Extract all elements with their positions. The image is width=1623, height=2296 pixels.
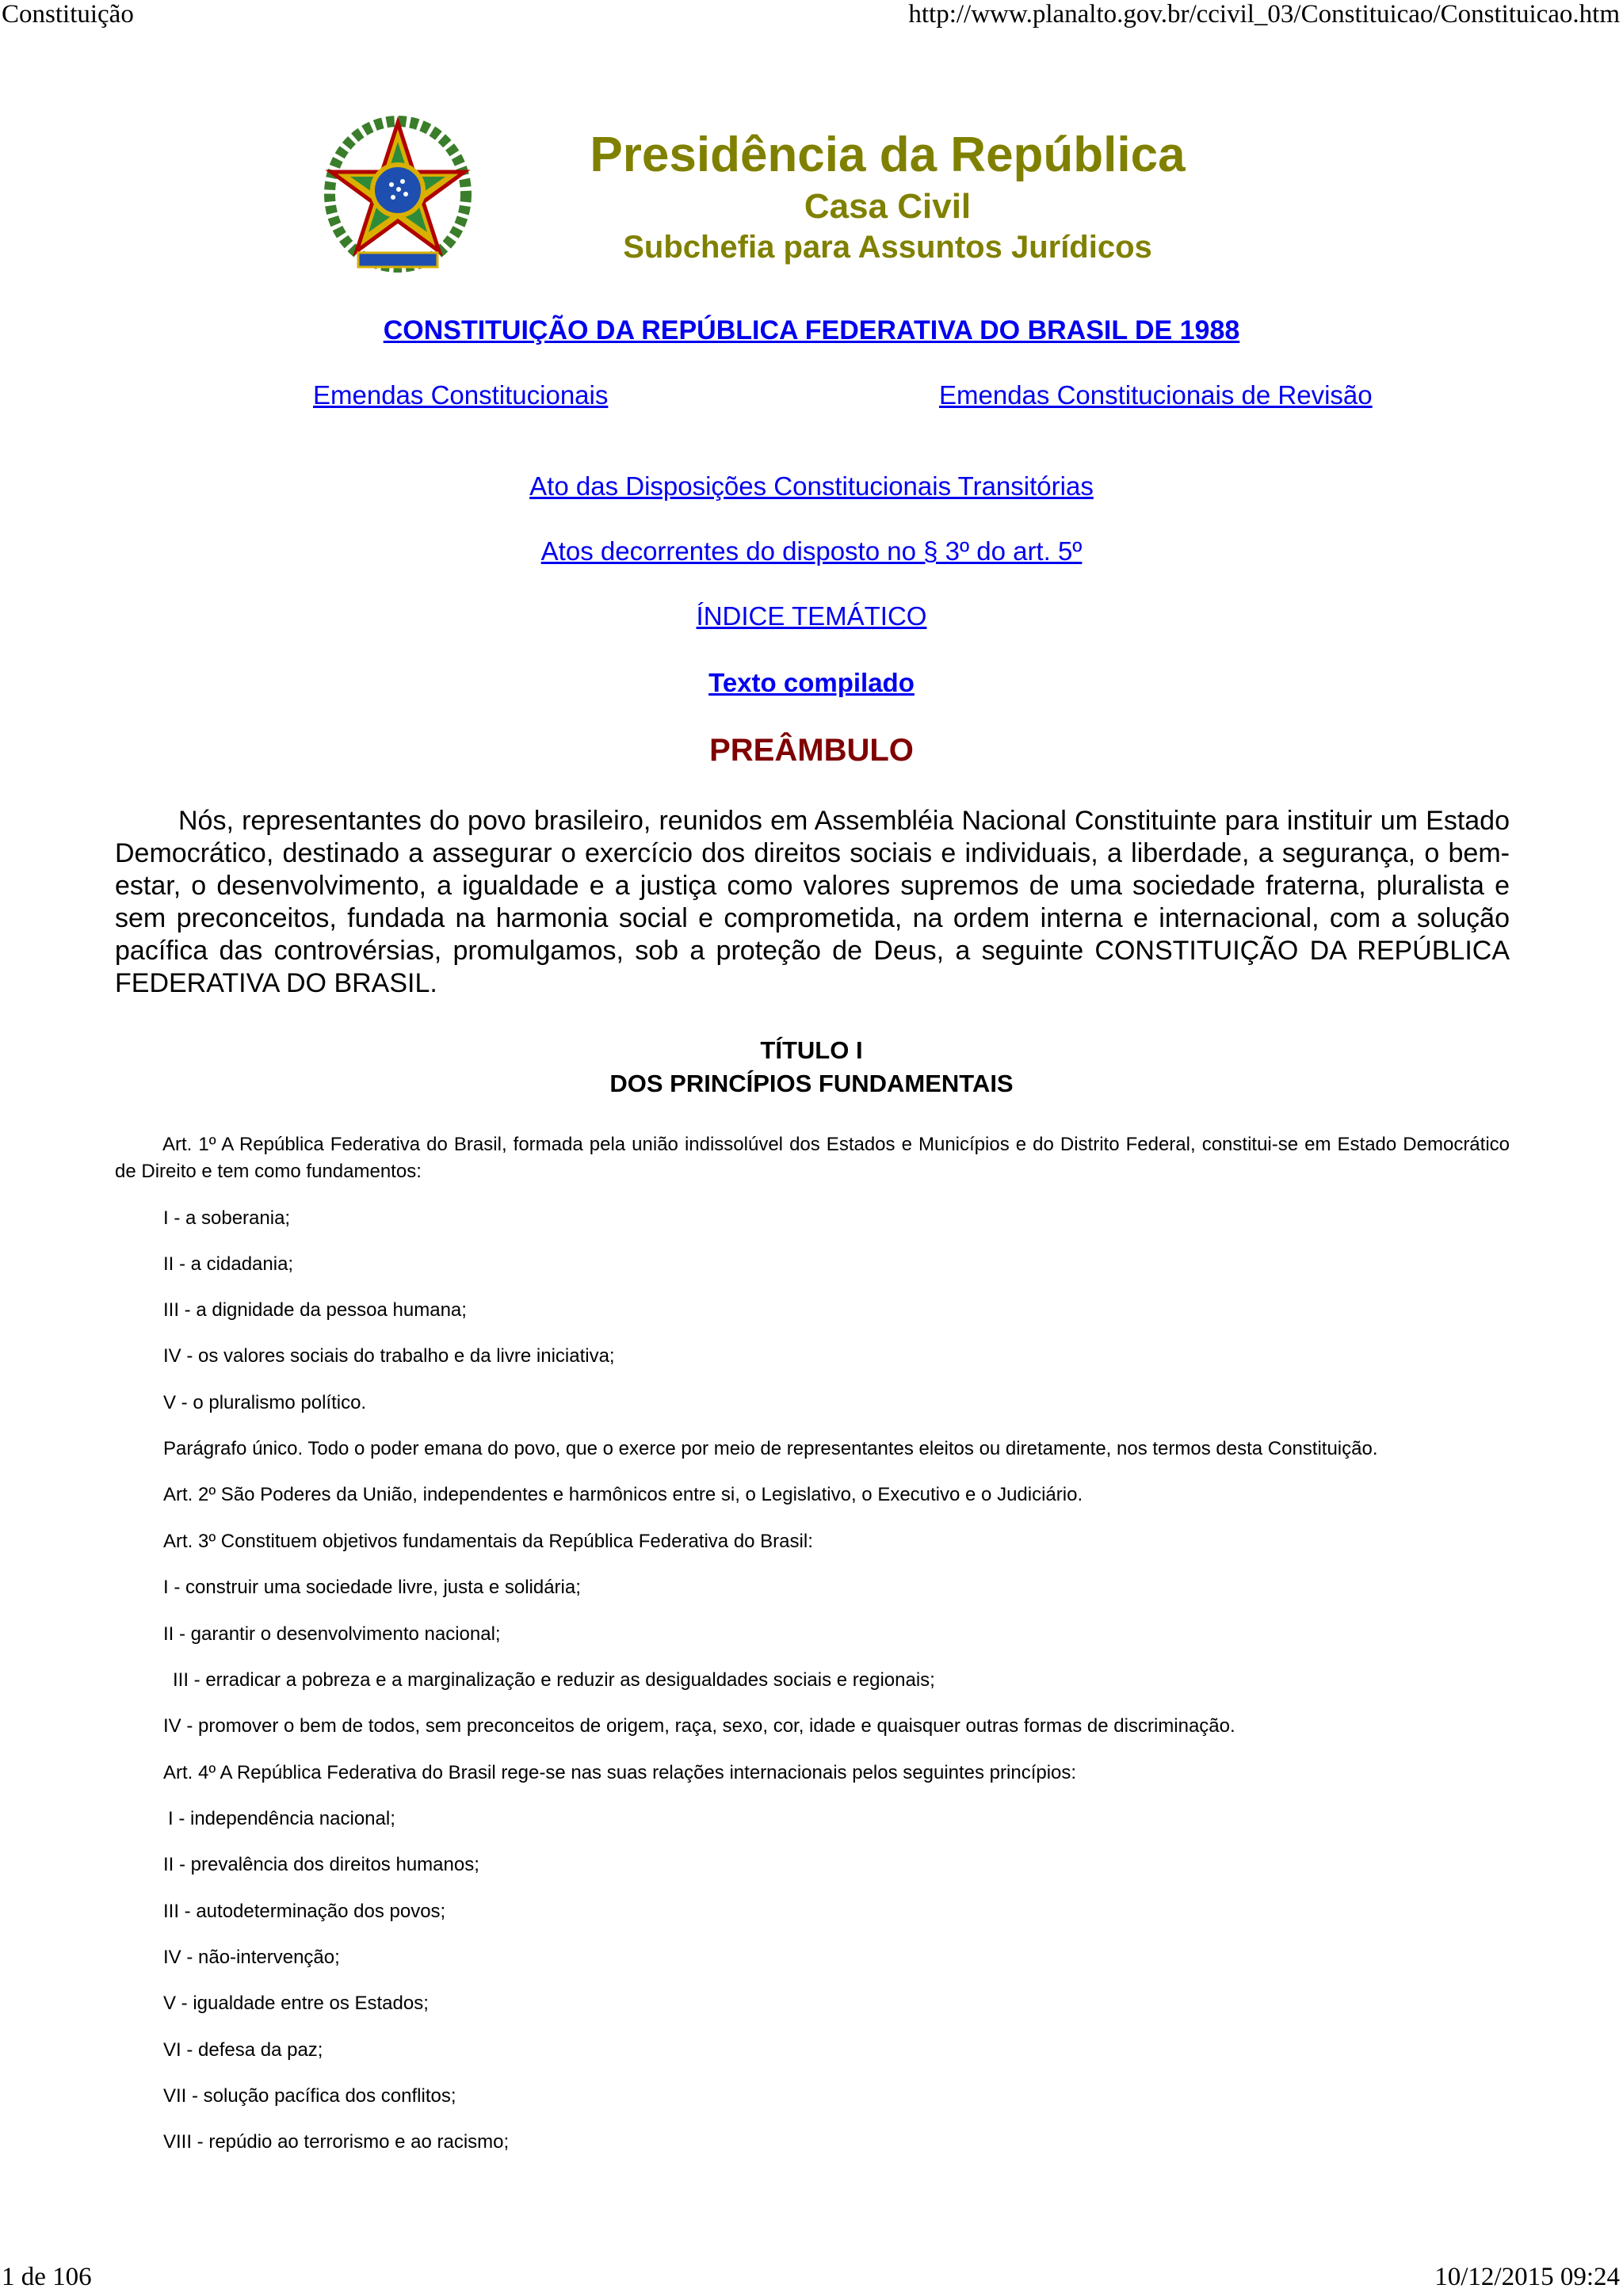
masthead-subtitle: Casa Civil <box>804 187 972 226</box>
art-4: Art. 4º A República Federativa do Brasil rege-se nas suas relações internacionais pelos seguintes princípios: <box>163 1762 1077 1783</box>
list-item: II - prevalência dos direitos humanos; <box>163 1854 479 1875</box>
preambulo-text: Nós, representantes do povo brasileiro, reunidos em Assembléia Nacional Constituinte para instituir um Estado Democrático, destinado a assegurar o exercício dos direitos sociais e individuais, a liberdade, a segurança, o bem-estar, o desenvolvimento, a igualdade e a justiça como valores supremos de uma sociedade fraterna, pluralista e sem preconceitos, fundada na harmonia social e comprometida, na ordem interna e internacional, com a solução pacífica das controvérsias, promulgamos, sob a proteção de Deus, a seguinte CONSTITUIÇÃO DA REPÚBLICA FEDERATIVA DO BRASIL. <box>115 806 1510 998</box>
art-2: Art. 2º São Poderes da União, independentes e harmônicos entre si, o Legislativo, o Executivo e o Judiciário. <box>163 1484 1083 1505</box>
titulo-name: DOS PRINCÍPIOS FUNDAMENTAIS <box>609 1070 1014 1097</box>
adct-link[interactable]: Ato das Disposições Constitucionais Transitórias <box>529 471 1094 501</box>
list-item: I - construir uma sociedade livre, justa e solidária; <box>163 1577 581 1598</box>
coat-of-arms-icon <box>323 115 472 281</box>
list-item: IV - não-intervenção; <box>163 1947 340 1968</box>
list-item: III - a dignidade da pessoa humana; <box>163 1299 467 1321</box>
titulo-number: TÍTULO I <box>760 1036 863 1064</box>
print-header-url: http://www.planalto.gov.br/ccivil_03/Constituicao/Constituicao.htm <box>908 0 1620 29</box>
constitution-link[interactable]: CONSTITUIÇÃO DA REPÚBLICA FEDERATIVA DO BRASIL DE 1988 <box>383 315 1240 345</box>
art-3: Art. 3º Constituem objetivos fundamentais da República Federativa do Brasil: <box>163 1531 813 1552</box>
preambulo-heading: PREÂMBULO <box>709 733 914 768</box>
atos-decorrentes-link[interactable]: Atos decorrentes do disposto no § 3º do art. 5º <box>540 536 1083 566</box>
emendas-revisao-link[interactable]: Emendas Constitucionais de Revisão <box>939 380 1373 410</box>
paragrafo-unico: Parágrafo único. Todo o poder emana do povo, que o exerce por meio de representantes eleitos ou diretamente, nos termos desta Constituição. <box>163 1438 1378 1459</box>
texto-compilado-link[interactable]: Texto compilado <box>708 668 915 697</box>
print-footer <box>0 2263 1623 2294</box>
emendas-link[interactable]: Emendas Constitucionais <box>313 380 609 410</box>
page-count: 1 de 106 <box>2 2263 92 2291</box>
masthead-subtitle2: Subchefia para Assuntos Jurídicos <box>623 230 1152 265</box>
list-item: VII - solução pacífica dos conflitos; <box>163 2085 456 2107</box>
print-timestamp: 10/12/2015 09:24 <box>1434 2263 1620 2291</box>
print-header-title: Constituição <box>2 0 134 29</box>
list-item: III - erradicar a pobreza e a marginalização e reduzir as desigualdades sociais e regionais; <box>173 1669 935 1691</box>
list-item: IV - os valores sociais do trabalho e da livre iniciativa; <box>163 1345 615 1367</box>
list-item: V - igualdade entre os Estados; <box>163 1993 429 2014</box>
list-item: II - a cidadania; <box>163 1253 294 1275</box>
indice-tematico-link[interactable]: ÍNDICE TEMÁTICO <box>696 601 927 631</box>
list-item: VIII - repúdio ao terrorismo e ao racismo; <box>163 2131 510 2153</box>
list-item: IV - promover o bem de todos, sem preconceitos de origem, raça, sexo, cor, idade e quaisquer outras formas de discriminação. <box>163 1715 1235 1737</box>
art-1: Art. 1º A República Federativa do Brasil, formada pela união indissolúvel dos Estados e Municípios e do Distrito Federal, constitui-se em Estado Democrático de Direito e tem como fundamentos: <box>115 1134 1510 1182</box>
list-item: I - a soberania; <box>163 1207 291 1229</box>
masthead-title: Presidência da República <box>590 128 1186 182</box>
list-item: III - autodeterminação dos povos; <box>163 1901 446 1922</box>
list-item: VI - defesa da paz; <box>163 2039 323 2061</box>
list-item: II - garantir o desenvolvimento nacional; <box>163 1623 501 1645</box>
print-header <box>0 0 1623 32</box>
list-item: V - o pluralismo político. <box>163 1392 367 1413</box>
list-item: I - independência nacional; <box>168 1808 395 1829</box>
